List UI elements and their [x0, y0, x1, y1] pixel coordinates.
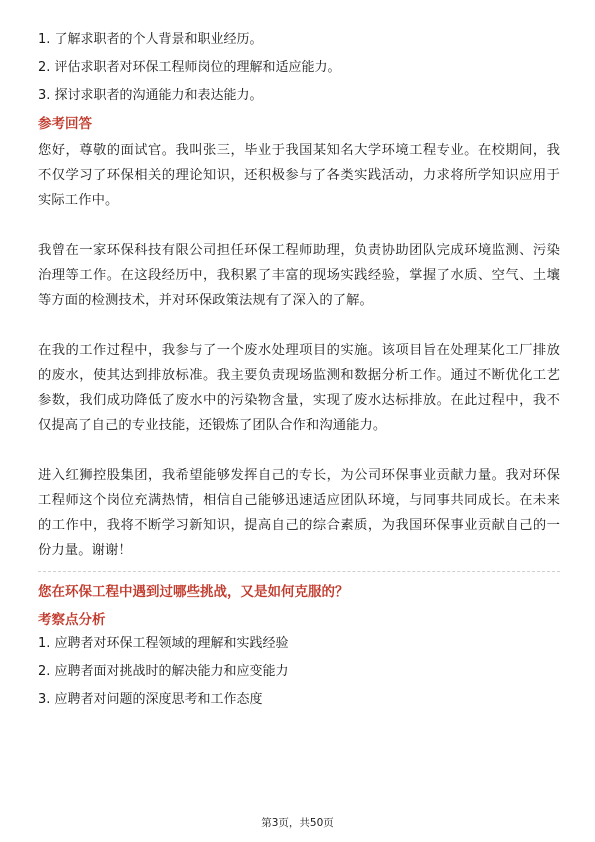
answer-body: [38, 138, 560, 563]
document-page: [38, 30, 560, 718]
answer-paragraph: 您好，尊敬的面试官。我叫张三，毕业于我国某知名大学环境工程专业。在校期间，我不仅学习了环保相关的理论知识，还积极参与了各类实践活动，力求将所学知识应用于实际工作中。: [38, 143, 560, 208]
answer-paragraph: 进入红狮控股集团，我希望能够发挥自己的专长，为公司环保事业贡献力量。我对环保工程师这个岗位充满热情，相信自己能够迅速适应团队环境，与同事共同成长。在未来的工作中，我将不断学习新知识，提高自己的综合素质，为我国环保事业贡献自己的一份力量。谢谢！: [38, 468, 560, 558]
intro-list: [38, 30, 560, 106]
analysis-heading: 考察点分析: [38, 612, 106, 628]
answer-paragraph: 我曾在一家环保科技有限公司担任环保工程师助理，负责协助团队完成环境监测、污染治理等工作。在这段经历中，我积累了丰富的现场实践经验，掌握了水质、空气、土壤等方面的检测技术，并对环保政策法规有了深入的了解。: [38, 243, 560, 308]
analysis-list: [38, 634, 560, 710]
list-item: 2. 评估求职者对环保工程师岗位的理解和适应能力。: [38, 60, 341, 75]
list-item: 1. 应聘者对环保工程领域的理解和实践经验: [38, 636, 289, 651]
answer-heading: 参考回答: [38, 116, 92, 132]
section-divider: [38, 571, 560, 572]
list-item: 2. 应聘者面对挑战时的解决能力和应变能力: [38, 664, 289, 679]
list-item: 3. 探讨求职者的沟通能力和表达能力。: [38, 88, 263, 103]
question-heading: 您在环保工程中遇到过哪些挑战，又是如何克服的？: [38, 584, 349, 600]
page-footer: 第3页，共50页: [261, 817, 334, 829]
answer-paragraph: 在我的工作过程中，我参与了一个废水处理项目的实施。该项目旨在处理某化工厂排放的废水，使其达到排放标准。我主要负责现场监测和数据分析工作。通过不断优化工艺参数，我们成功降低了废水中的污染物含量，实现了废水达标排放。在此过程中，我不仅提高了自己的专业技能，还锻炼了团队合作和沟通能力。: [38, 343, 560, 433]
list-item: 1. 了解求职者的个人背景和职业经历。: [38, 32, 263, 47]
list-item: 3. 应聘者对问题的深度思考和工作态度: [38, 692, 263, 707]
